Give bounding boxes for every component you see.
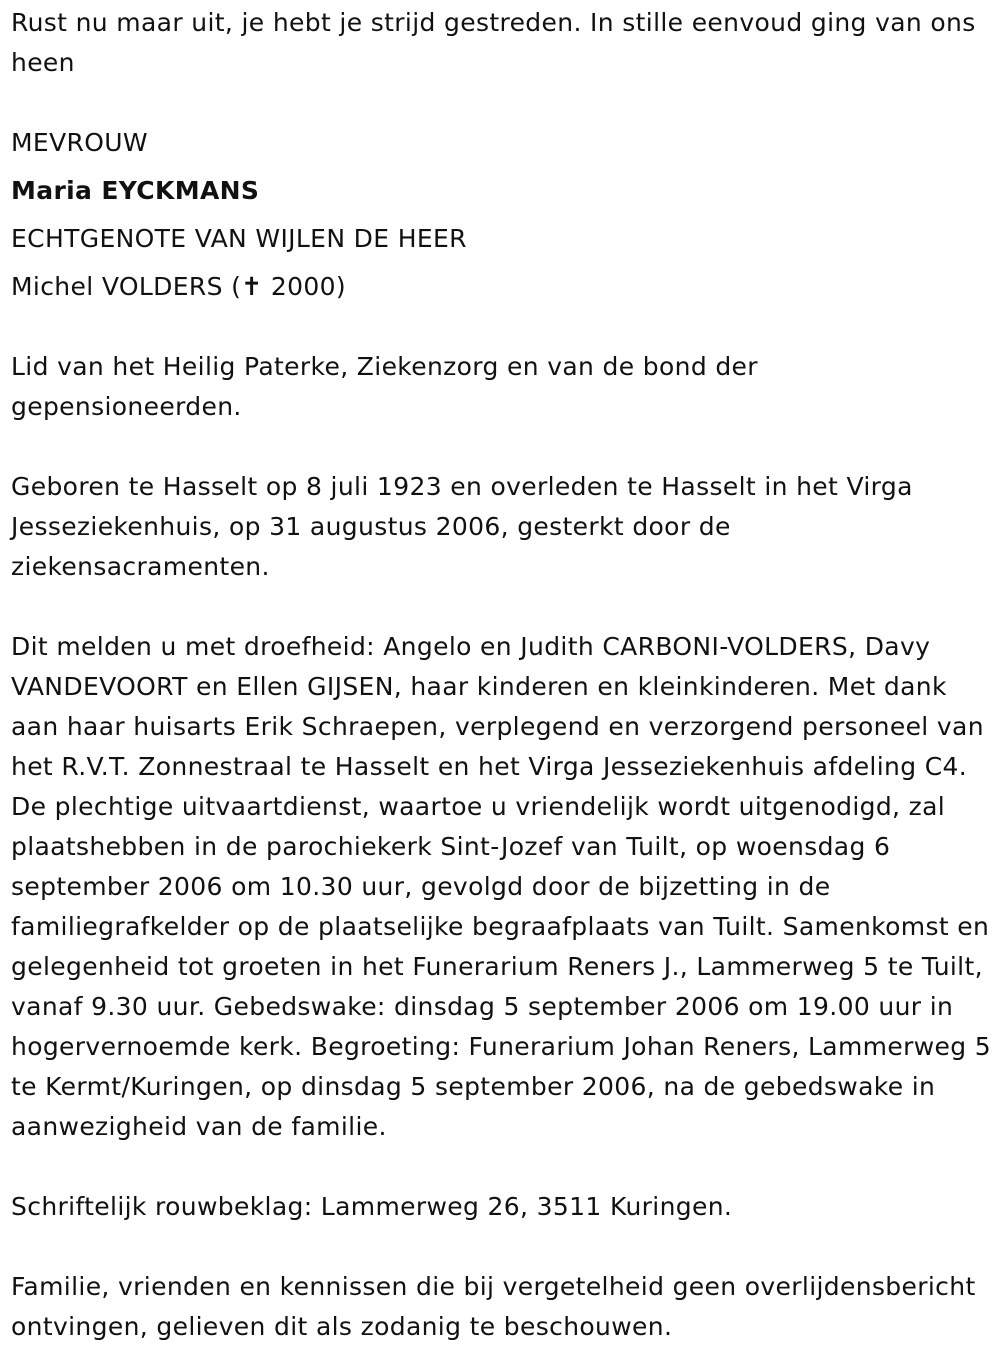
- deceased-name: Maria EYCKMANS: [11, 176, 260, 205]
- opening-line: Rust nu maar uit, je hebt je strijd gestreden. In stille eenvoud ging van ons heen: [11, 8, 976, 77]
- spacer: [11, 83, 993, 123]
- condolences-paragraph: Schriftelijk rouwbeklag: Lammerweg 26, 3511 Kuringen.: [11, 1192, 733, 1221]
- spacer: [11, 307, 993, 347]
- spouse-line: Michel VOLDERS (✝ 2000): [11, 272, 346, 301]
- spacer: [11, 1227, 993, 1267]
- closing-paragraph: Familie, vrienden en kennissen die bij vergetelheid geen overlijdensbericht ontvingen, gelieven dit als zodanig te beschouwen.: [11, 1272, 976, 1341]
- spacer: [11, 587, 993, 627]
- spacer: [11, 427, 993, 467]
- membership-paragraph: Lid van het Heilig Paterke, Ziekenzorg en van de bond der gepensioneerden.: [11, 352, 758, 421]
- relation-line: ECHTGENOTE VAN WIJLEN DE HEER: [11, 224, 467, 253]
- title-line: MEVROUW: [11, 128, 148, 157]
- announcement-paragraph: Dit melden u met droefheid: Angelo en Judith CARBONI-VOLDERS, Davy VANDEVOORT en Ellen GIJSEN, haar kinderen en kleinkinderen. Met dank aan haar huisarts Erik Schraepen, verplegend en verzorgend personeel van het R.V.T. Zonnestraal te Hasselt en het Virga Jesseziekenhuis afdeling C4. De plechtige uitvaartdienst, waartoe u vriendelijk wordt uitgenodigd, zal plaatshebben in de parochiekerk Sint-Jozef van Tuilt, op woensdag 6 september 2006 om 10.30 uur, gevolgd door de bijzetting in de familiegrafkelder op de plaatselijke begraafplaats van Tuilt. Samenkomst en gelegenheid tot groeten in het Funerarium Reners J., Lammerweg 5 te Tuilt, vanaf 9.30 uur. Gebedswake: dinsdag 5 september 2006 om 19.00 uur in hogervernoemde kerk. Begroeting: Funerarium Johan Reners, Lammerweg 5 te Kermt/Kuringen, op dinsdag 5 september 2006, na de gebedswake in aanwezigheid van de familie.: [11, 632, 992, 1141]
- spacer: [11, 1147, 993, 1187]
- obituary-notice: [11, 3, 993, 1347]
- birth-death-paragraph: Geboren te Hasselt op 8 juli 1923 en overleden te Hasselt in het Virga Jesseziekenhuis, op 31 augustus 2006, gesterkt door de ziekensacramenten.: [11, 472, 913, 581]
